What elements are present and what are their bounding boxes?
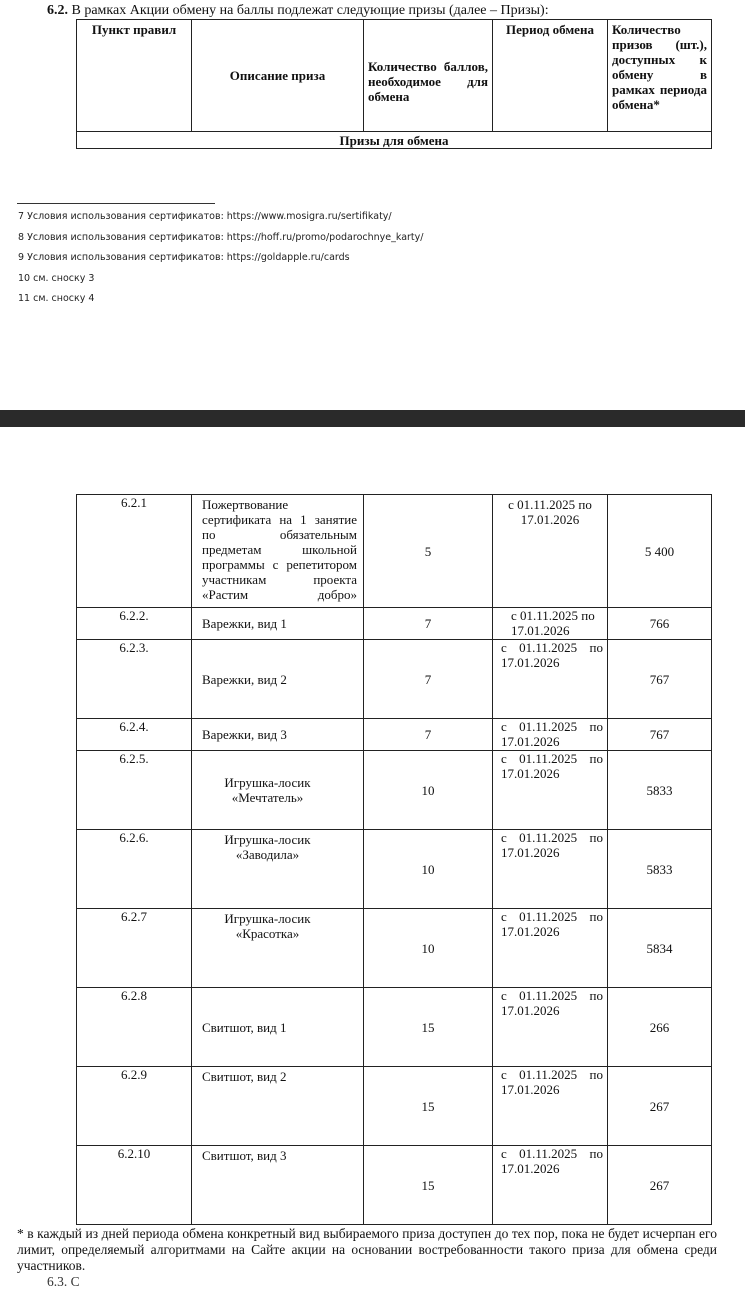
cell-points: 7 bbox=[364, 608, 493, 640]
cell-quantity: 5 400 bbox=[608, 495, 712, 608]
cell-description: Игрушка-лосик «Заводила» bbox=[192, 830, 364, 909]
cell-points: 15 bbox=[364, 1146, 493, 1225]
cell-description: Свитшот, вид 2 bbox=[192, 1067, 364, 1146]
cell-quantity: 766 bbox=[608, 608, 712, 640]
cell-points: 7 bbox=[364, 719, 493, 751]
cell-item: 6.2.10 bbox=[77, 1146, 192, 1225]
cell-points: 15 bbox=[364, 988, 493, 1067]
cell-item: 6.2.8 bbox=[77, 988, 192, 1067]
section-heading bbox=[47, 3, 549, 19]
table-row bbox=[77, 495, 712, 608]
cell-period: с 01.11.2025 по 17.01.2026 bbox=[493, 1067, 608, 1146]
table-row bbox=[77, 751, 712, 830]
cell-points: 7 bbox=[364, 640, 493, 719]
table-row bbox=[77, 608, 712, 640]
cell-description: Игрушка-лосик «Мечтатель» bbox=[192, 751, 364, 830]
cell-quantity: 5833 bbox=[608, 751, 712, 830]
table-row bbox=[77, 1067, 712, 1146]
cell-item: 6.2.5. bbox=[77, 751, 192, 830]
table-row bbox=[77, 909, 712, 988]
footnotes bbox=[18, 211, 423, 314]
col-header-period: Период обмена bbox=[493, 20, 608, 132]
cell-points: 5 bbox=[364, 495, 493, 608]
col-header-description: Описание приза bbox=[192, 20, 364, 132]
cell-quantity: 267 bbox=[608, 1146, 712, 1225]
table-header-row bbox=[77, 20, 712, 132]
col-header-points: Количество баллов, необходимое для обмена bbox=[364, 20, 493, 132]
cell-description: Варежки, вид 3 bbox=[192, 719, 364, 751]
cell-description: Пожертвование сертификата на 1 занятие по обязательным предметам школьной программы с репетитором участникам проекта «Растим добро» bbox=[192, 495, 364, 608]
page-break-bar bbox=[0, 410, 745, 427]
cell-item: 6.2.4. bbox=[77, 719, 192, 751]
cell-period: с 01.11.2025 по 17.01.2026 bbox=[493, 719, 608, 751]
footnote-separator bbox=[17, 203, 215, 204]
cell-item: 6.2.1 bbox=[77, 495, 192, 608]
cell-description: Свитшот, вид 3 bbox=[192, 1146, 364, 1225]
cell-period: с 01.11.2025 по 17.01.2026 bbox=[493, 751, 608, 830]
cell-quantity: 5833 bbox=[608, 830, 712, 909]
table-row bbox=[77, 719, 712, 751]
prizes-header-table bbox=[76, 19, 712, 149]
prizes-table bbox=[76, 494, 712, 1225]
section-label: Призы для обмена bbox=[77, 132, 712, 149]
cell-quantity: 5834 bbox=[608, 909, 712, 988]
cell-period: с 01.11.2025 по 17.01.2026 bbox=[493, 608, 608, 640]
cell-item: 6.2.3. bbox=[77, 640, 192, 719]
cell-period: с 01.11.2025 по 17.01.2026 bbox=[493, 1146, 608, 1225]
cell-period: с 01.11.2025 по 17.01.2026 bbox=[493, 988, 608, 1067]
cell-item: 6.2.2. bbox=[77, 608, 192, 640]
table-row bbox=[77, 830, 712, 909]
cell-quantity: 767 bbox=[608, 640, 712, 719]
cell-points: 10 bbox=[364, 909, 493, 988]
col-header-quantity: Количество призов (шт.), доступных к обмену в рамках периода обмена* bbox=[608, 20, 712, 132]
cell-period: с 01.11.2025 по 17.01.2026 bbox=[493, 830, 608, 909]
footnote-item: 11 см. сноску 4 bbox=[18, 293, 95, 304]
cell-description: Свитшот, вид 1 bbox=[192, 988, 364, 1067]
cell-period: с 01.11.2025 по 17.01.2026 bbox=[493, 495, 608, 608]
section-label-row bbox=[77, 132, 712, 149]
table-footnote: * в каждый из дней периода обмена конкретный вид выбираемого приза доступен до тех пор, пока не будет исчерпан его лимит, определяемый алгоритмами на Сайте акции на основании востребованности такого приза для обмена среди участников. bbox=[17, 1226, 717, 1273]
table-row bbox=[77, 640, 712, 719]
cell-period: с 01.11.2025 по 17.01.2026 bbox=[493, 640, 608, 719]
cell-item: 6.2.6. bbox=[77, 830, 192, 909]
cell-quantity: 266 bbox=[608, 988, 712, 1067]
cell-description: Варежки, вид 1 bbox=[192, 608, 364, 640]
footnote-item: 7 Условия использования сертификатов: https://www.mosigra.ru/sertifikaty/ bbox=[18, 211, 392, 222]
table-row bbox=[77, 1146, 712, 1225]
cell-quantity: 767 bbox=[608, 719, 712, 751]
cell-description: Игрушка-лосик «Красотка» bbox=[192, 909, 364, 988]
footnote-item: 10 см. сноску 3 bbox=[18, 272, 95, 284]
cell-period: с 01.11.2025 по 17.01.2026 bbox=[493, 909, 608, 988]
cell-points: 10 bbox=[364, 830, 493, 909]
cell-description: Варежки, вид 2 bbox=[192, 640, 364, 719]
col-header-item: Пункт правил bbox=[77, 20, 192, 132]
document-page-top bbox=[0, 0, 745, 410]
cell-points: 10 bbox=[364, 751, 493, 830]
section-number: 6.2. bbox=[47, 3, 68, 18]
cut-off-text: 6.3. С bbox=[47, 1274, 80, 1289]
cell-points: 15 bbox=[364, 1067, 493, 1146]
table-row bbox=[77, 988, 712, 1067]
cell-quantity: 267 bbox=[608, 1067, 712, 1146]
section-heading-text: В рамках Акции обмену на баллы подлежат следующие призы (далее – Призы): bbox=[68, 3, 549, 18]
footnote-item: 8 Условия использования сертификатов: https://hoff.ru/promo/podarochnye_karty/ bbox=[18, 231, 424, 243]
cell-item: 6.2.7 bbox=[77, 909, 192, 988]
cell-item: 6.2.9 bbox=[77, 1067, 192, 1146]
footnote-item: 9 Условия использования сертификатов: https://goldapple.ru/cards bbox=[18, 252, 350, 263]
